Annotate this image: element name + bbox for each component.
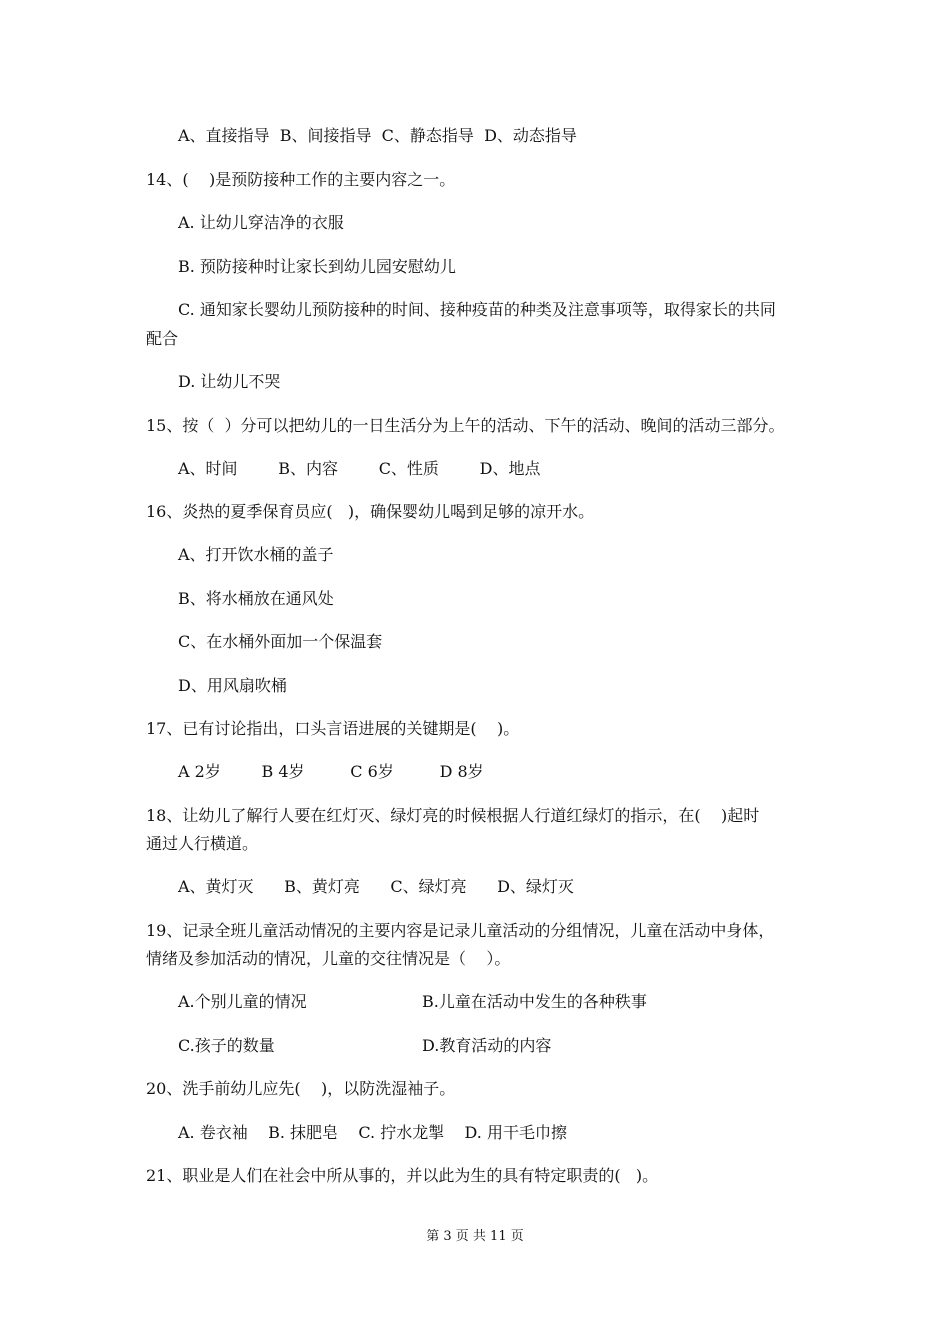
question-21: 21、职业是人们在社会中所从事的，并以此为生的具有特定职责的( )。	[146, 1166, 659, 1185]
question-18-line1: 18、让幼儿了解行人要在红灯灭、绿灯亮的时候根据人行道红绿灯的指示，在( )起时	[146, 806, 760, 825]
page-footer: 第 3 页 共 11 页	[426, 1229, 524, 1244]
question-17: 17、已有讨论指出，口头言语进展的关键期是( )。	[146, 719, 520, 738]
q16-option-d: D、用风扇吹桶	[178, 676, 287, 695]
q14-option-d: D. 让幼儿不哭	[178, 372, 281, 391]
q17-options: A 2岁 B 4岁 C 6岁 D 8岁	[178, 762, 484, 781]
q14-option-b: B. 预防接种时让家长到幼儿园安慰幼儿	[178, 257, 456, 276]
question-16: 16、炎热的夏季保育员应( )，确保婴幼儿喝到足够的凉开水。	[146, 502, 595, 521]
q14-option-a: A. 让幼儿穿洁净的衣服	[178, 213, 344, 232]
question-14: 14、( )是预防接种工作的主要内容之一。	[146, 170, 456, 189]
q14-option-c-line1: C. 通知家长婴幼儿预防接种的时间、接种疫苗的种类及注意事项等，取得家长的共同	[178, 300, 776, 319]
q13-options: A、直接指导 B、间接指导 C、静态指导 D、动态指导	[178, 126, 577, 145]
question-20: 20、洗手前幼儿应先( )，以防洗湿袖子。	[146, 1079, 456, 1098]
q20-options: A. 卷衣袖 B. 抹肥皂 C. 拧水龙掣 D. 用干毛巾擦	[178, 1123, 567, 1142]
q14-option-c-line2: 配合	[146, 329, 179, 348]
question-19-line2: 情绪及参加活动的情况，儿童的交往情况是（ ）。	[146, 949, 511, 968]
question-15: 15、按（ ）分可以把幼儿的一日生活分为上午的活动、下午的活动、晚间的活动三部分。	[146, 416, 785, 435]
q16-option-b: B、将水桶放在通风处	[178, 589, 334, 608]
question-18-line2: 通过人行横道。	[146, 834, 259, 853]
q16-option-a: A、打开饮水桶的盖子	[178, 545, 334, 564]
q16-option-c: C、在水桶外面加一个保温套	[178, 632, 383, 651]
q18-options: A、黄灯灭 B、黄灯亮 C、绿灯亮 D、绿灯灭	[178, 877, 574, 896]
question-19-line1: 19、记录全班儿童活动情况的主要内容是记录儿童活动的分组情况，儿童在活动中身体，	[146, 921, 775, 940]
q19-option-b: B.儿童在活动中发生的各种秩事	[422, 992, 647, 1011]
q19-option-c: C.孩子的数量	[178, 1036, 275, 1055]
q19-option-d: D.教育活动的内容	[422, 1036, 552, 1055]
q19-option-a: A.个别儿童的情况	[178, 992, 307, 1011]
q15-options: A、时间 B、内容 C、性质 D、地点	[178, 459, 541, 478]
